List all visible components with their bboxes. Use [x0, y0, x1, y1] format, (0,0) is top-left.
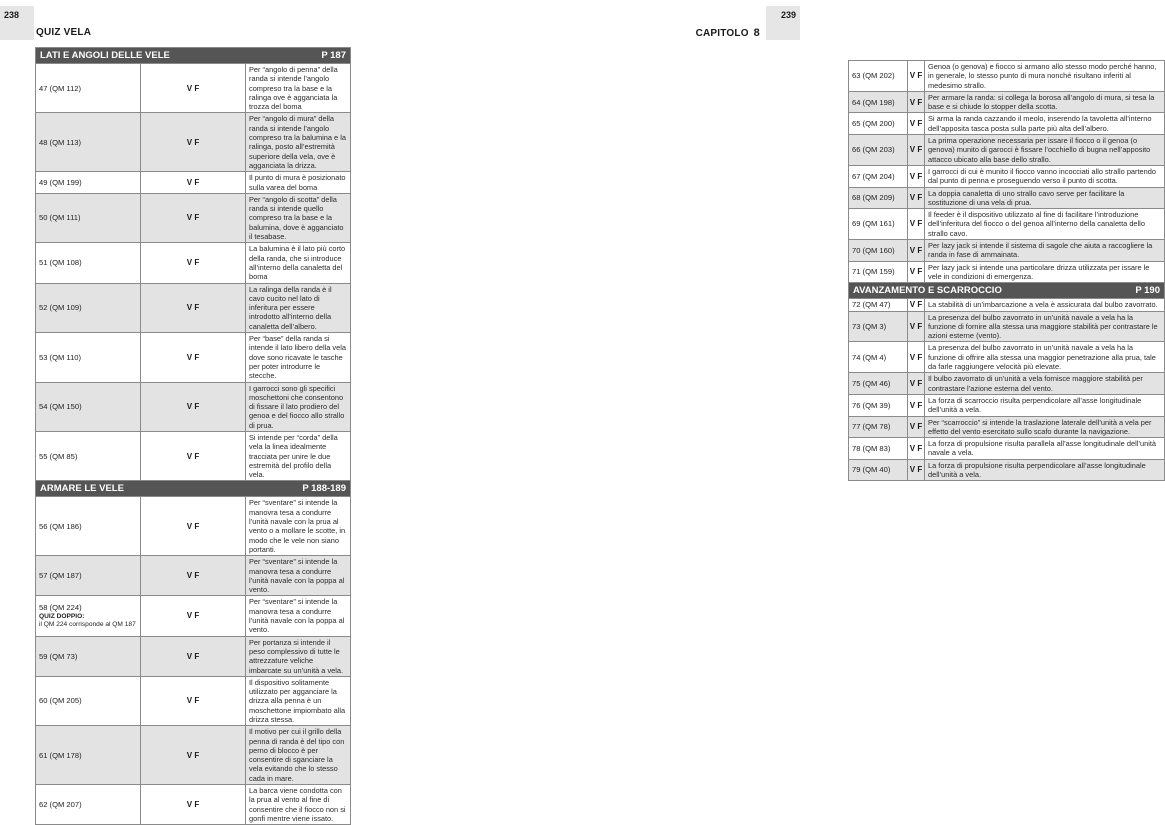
- true-false-marker: V F: [908, 209, 925, 240]
- question-code: [849, 438, 908, 460]
- question-text: Per “angolo di mura” della randa si intende l’angolo compreso tra la balumina e la ralinga, posto all’estremità superiore della vela, ove è agganciata la drizza.: [246, 113, 351, 172]
- table-row: [849, 135, 1165, 166]
- page-number: 239: [766, 6, 800, 40]
- question-code: [36, 193, 141, 242]
- question-code: [36, 636, 141, 676]
- question-number: 57 (QM 187): [39, 571, 82, 581]
- true-false-marker: V F: [908, 61, 925, 92]
- question-text: Genoa (o genova) e fiocco si armano allo stesso modo perché hanno, in generale, lo stesso punto di mura nonché risultano inferiti al medesimo strallo.: [925, 61, 1165, 92]
- question-text: Per portanza si intende il peso complessivo di tutte le attrezzature veliche imbarcate su un’unità a vela.: [246, 636, 351, 676]
- table-row: [36, 172, 351, 194]
- question-code: [36, 243, 141, 283]
- question-text: Per “sventare” si intende la manovra tesa a condurre l’unità navale con la poppa al vento.: [246, 596, 351, 636]
- question-text: I garrocci di cui è munito il fiocco vanno incocciati allo strallo partendo dal punto di penna e proseguendo verso il punto di scotta.: [925, 165, 1165, 187]
- table-row: [849, 240, 1165, 262]
- question-number: 59 (QM 73): [39, 651, 78, 661]
- true-false-marker: V F: [908, 459, 925, 481]
- question-number: 70 (QM 160): [852, 245, 895, 255]
- question-number: 49 (QM 199): [39, 177, 82, 187]
- question-number: 78 (QM 83): [852, 443, 891, 453]
- question-code: [849, 459, 908, 481]
- table-row: [849, 373, 1165, 395]
- question-number: 60 (QM 205): [39, 696, 82, 706]
- table-row: [36, 497, 351, 556]
- section-header: [36, 48, 351, 64]
- section-title: AVANZAMENTO E SCARROCCIO: [853, 285, 1002, 297]
- question-code: [849, 165, 908, 187]
- question-code: [849, 135, 908, 166]
- table-row: [36, 676, 351, 725]
- question-code: [36, 283, 141, 332]
- question-text: La balumina è il lato più corto della randa, che si introduce all’interno della canaletta del boma: [246, 243, 351, 283]
- question-text: Per lazy jack si intende una particolare drizza utilizzata per issare le vele in condizioni di emergenza.: [925, 261, 1165, 283]
- question-text: Per armare la randa: si collega la borosa all’angolo di mura, si tesa la base e si chiude lo stopper della scotta.: [925, 91, 1165, 113]
- true-false-marker: V F: [908, 416, 925, 438]
- question-code: [849, 61, 908, 92]
- true-false-marker: V F: [141, 726, 246, 785]
- question-text: Si arma la randa cazzando il meolo, inserendo la tavoletta all’interno dell’apposita tasca posta sulla parte più alta dell’albero.: [925, 113, 1165, 135]
- question-code: [849, 113, 908, 135]
- question-text: La forza di scarroccio risulta perpendicolare all’asse longitudinale dell’unità a vela.: [925, 394, 1165, 416]
- question-number: 51 (QM 108): [39, 258, 82, 268]
- table-row: [36, 726, 351, 785]
- true-false-marker: V F: [141, 596, 246, 636]
- true-false-marker: V F: [908, 342, 925, 373]
- question-code: [849, 261, 908, 283]
- table-row: [36, 785, 351, 825]
- question-code: [849, 373, 908, 395]
- question-number: 69 (QM 161): [852, 219, 895, 229]
- table-row: [36, 113, 351, 172]
- true-false-marker: V F: [908, 165, 925, 187]
- double-quiz-note: QUIZ DOPPIO:: [39, 612, 85, 620]
- question-text: La presenza del bulbo zavorrato in un’unità navale a vela ha la funzione di fornire alla stessa una maggiore stabilità per contrastare le azioni esterne (vento).: [925, 311, 1165, 342]
- left-page: [0, 0, 400, 823]
- question-text: La doppia canaletta di uno strallo cavo serve per facilitare la sostituzione di una vela di prua.: [925, 187, 1165, 209]
- question-code: [36, 785, 141, 825]
- section-header: [849, 283, 1165, 299]
- question-text: Per “angolo di penna” della randa si intende l’angolo compreso tra la base e la ralinga ove è agganciata la trozza del boma: [246, 64, 351, 113]
- table-row: [36, 243, 351, 283]
- section-header-cell: [36, 48, 351, 64]
- table-row: [849, 459, 1165, 481]
- table-row: [849, 342, 1165, 373]
- true-false-marker: V F: [908, 311, 925, 342]
- table-row: [849, 113, 1165, 135]
- question-number: 48 (QM 113): [39, 137, 82, 147]
- question-text: Il motivo per cui il grillo della penna di randa è del tipo con perno di blocco è per consentire di sganciare la vela evitando che lo stesso cada in mare.: [246, 726, 351, 785]
- section-header-cell: [36, 481, 351, 497]
- question-text: I garrocci sono gli specifici moschettoni che consentono di fissare il lato prodiero del genoa e del fiocco allo strallo di prua.: [246, 382, 351, 431]
- question-text: La barca viene condotta con la prua al vento al fine di consentire che il fiocco non si gonfi mentre viene issato.: [246, 785, 351, 825]
- question-number: 63 (QM 202): [852, 71, 895, 81]
- true-false-marker: V F: [141, 193, 246, 242]
- true-false-marker: V F: [141, 382, 246, 431]
- question-code: [849, 187, 908, 209]
- table-row: [36, 333, 351, 382]
- table-row: [849, 61, 1165, 92]
- question-number: 52 (QM 109): [39, 303, 82, 313]
- true-false-marker: V F: [908, 240, 925, 262]
- question-text: Per lazy jack si intende il sistema di sagole che aiuta a raccogliere la randa in fase di ammainata.: [925, 240, 1165, 262]
- question-code: [849, 394, 908, 416]
- question-number: 67 (QM 204): [852, 171, 895, 181]
- question-number: 56 (QM 186): [39, 521, 82, 531]
- table-row: [36, 193, 351, 242]
- right-page-header: [400, 0, 800, 40]
- true-false-marker: V F: [141, 64, 246, 113]
- section-pages: P 188-189: [302, 483, 346, 495]
- true-false-marker: V F: [141, 785, 246, 825]
- true-false-marker: V F: [141, 556, 246, 596]
- question-number: 76 (QM 39): [852, 400, 891, 410]
- table-row: [36, 431, 351, 480]
- question-text: Il bulbo zavorrato di un’unità a vela fornisce maggiore stabilità per contrastare l’azione esterna del vento.: [925, 373, 1165, 395]
- question-text: Il feeder è il dispositivo utilizzato al fine di facilitare l’introduzione dell’inferitura del fiocco o del genoa all’interno della canaletta dello strallo cavo.: [925, 209, 1165, 240]
- true-false-marker: V F: [908, 113, 925, 135]
- table-row: [849, 209, 1165, 240]
- true-false-marker: V F: [908, 394, 925, 416]
- true-false-marker: V F: [908, 299, 925, 311]
- quiz-table-left: [35, 47, 351, 825]
- section-title: LATI E ANGOLI DELLE VELE: [40, 49, 170, 61]
- question-code: [849, 416, 908, 438]
- question-number: 79 (QM 40): [852, 465, 891, 475]
- true-false-marker: V F: [141, 333, 246, 382]
- table-row: [849, 187, 1165, 209]
- question-code: [36, 382, 141, 431]
- question-code: [36, 172, 141, 194]
- true-false-marker: V F: [141, 283, 246, 332]
- left-page-header: [0, 0, 400, 40]
- question-number: 54 (QM 150): [39, 402, 82, 412]
- question-code: [36, 431, 141, 480]
- question-number: 68 (QM 209): [852, 193, 895, 203]
- question-text: Per “sventare” si intende la manovra tesa a condurre l’unità navale con la prua al vento o a mollare le scotte, in modo che le vele non siano portanti.: [246, 497, 351, 556]
- question-text: Il dispositivo solitamente utilizzato per agganciare la drizza alla penna è un moschettone impiombato alla drizza stessa.: [246, 676, 351, 725]
- question-code: [36, 596, 141, 636]
- table-row: [36, 636, 351, 676]
- table-row: [849, 438, 1165, 460]
- section-header-cell: [849, 283, 1165, 299]
- table-row: [849, 311, 1165, 342]
- question-text: Il punto di mura è posizionato sulla varea del boma: [246, 172, 351, 194]
- table-row: [36, 596, 351, 636]
- table-row: [36, 556, 351, 596]
- table-row: [849, 261, 1165, 283]
- chapter-label: CAPITOLO: [695, 28, 749, 39]
- table-row: [849, 165, 1165, 187]
- running-title: [696, 27, 760, 39]
- question-code: [849, 91, 908, 113]
- question-number: 66 (QM 203): [852, 145, 895, 155]
- section-header: [36, 481, 351, 497]
- question-code: [36, 113, 141, 172]
- true-false-marker: V F: [908, 438, 925, 460]
- table-row: [36, 283, 351, 332]
- question-text: La forza di propulsione risulta perpendicolare all’asse longitudinale dell’unità a vela.: [925, 459, 1165, 481]
- question-number: 71 (QM 159): [852, 267, 895, 277]
- page-number: 238: [0, 6, 34, 40]
- question-number: 61 (QM 178): [39, 750, 82, 760]
- question-number: 74 (QM 4): [852, 352, 887, 362]
- question-number: 73 (QM 3): [852, 321, 887, 331]
- question-number: 65 (QM 200): [852, 119, 895, 129]
- question-code: [849, 342, 908, 373]
- question-code: [36, 333, 141, 382]
- question-number: 55 (QM 85): [39, 451, 78, 461]
- running-title: QUIZ VELA: [36, 27, 92, 38]
- question-text: La stabilità di un’imbarcazione a vela è assicurata dal bulbo zavorrato.: [925, 299, 1165, 311]
- question-code: [849, 209, 908, 240]
- question-code: [849, 240, 908, 262]
- true-false-marker: V F: [908, 91, 925, 113]
- chapter-number: 8: [753, 27, 760, 39]
- question-code: [36, 497, 141, 556]
- question-text: Per “scarroccio” si intende la traslazione laterale dell’unità a vela per effetto del vento esercitato sullo scafo durante la navigazione.: [925, 416, 1165, 438]
- question-number: 58 (QM 224): [39, 603, 82, 613]
- true-false-marker: V F: [908, 135, 925, 166]
- question-code: [36, 726, 141, 785]
- table-row: [849, 394, 1165, 416]
- question-text: La forza di propulsione risulta parallela all’asse longitudinale dell’unità navale a vela.: [925, 438, 1165, 460]
- question-code: [849, 311, 908, 342]
- table-row: [849, 91, 1165, 113]
- double-quiz-detail: il QM 224 corrisponde al QM 187: [39, 620, 136, 628]
- question-number: 50 (QM 111): [39, 213, 81, 223]
- true-false-marker: V F: [908, 187, 925, 209]
- true-false-marker: V F: [141, 497, 246, 556]
- question-text: Per “sventare” si intende la manovra tesa a condurre l’unità navale con la poppa al vento.: [246, 556, 351, 596]
- table-row: [849, 416, 1165, 438]
- question-code: [36, 556, 141, 596]
- question-number: 53 (QM 110): [39, 352, 82, 362]
- section-pages: P 187: [321, 49, 346, 61]
- question-code: [36, 64, 141, 113]
- section-pages: P 190: [1135, 285, 1160, 297]
- question-text: Per “base” della randa si intende il lato libero della vela dove sono ricavate le tasche per poter introdurre le stecche.: [246, 333, 351, 382]
- true-false-marker: V F: [141, 431, 246, 480]
- true-false-marker: V F: [141, 243, 246, 283]
- question-text: La ralinga della randa è il cavo cucito nel lato di inferitura per essere introdotto all’interno della canaletta dell’albero.: [246, 283, 351, 332]
- true-false-marker: V F: [141, 113, 246, 172]
- true-false-marker: V F: [141, 636, 246, 676]
- question-number: 62 (QM 207): [39, 800, 82, 810]
- question-text: Si intende per “corda” della vela la linea idealmente tracciata per unire le due estremità del profilo della vela.: [246, 431, 351, 480]
- question-code: [849, 299, 908, 311]
- question-code: [36, 676, 141, 725]
- question-number: 64 (QM 198): [852, 97, 895, 107]
- true-false-marker: V F: [141, 172, 246, 194]
- question-number: 47 (QM 112): [39, 83, 82, 93]
- right-page: [400, 0, 1160, 582]
- question-text: La presenza del bulbo zavorrato in un’unità navale a vela ha la funzione di offrire alla stessa una maggior penetrazione alla prua, tale da farle raggiungere velocità più elevate.: [925, 342, 1165, 373]
- true-false-marker: V F: [908, 261, 925, 283]
- question-number: 72 (QM 47): [852, 300, 891, 310]
- table-row: [36, 64, 351, 113]
- true-false-marker: V F: [141, 676, 246, 725]
- question-number: 77 (QM 78): [852, 422, 891, 432]
- table-row: [36, 382, 351, 431]
- table-row: [849, 299, 1165, 311]
- section-title: ARMARE LE VELE: [40, 483, 124, 495]
- question-text: Per “angolo di scotta” della randa si intende quello compreso tra la base e la balumina, dove è agganciato il tesabase.: [246, 193, 351, 242]
- quiz-table-right: [848, 60, 1165, 481]
- question-number: 75 (QM 46): [852, 378, 891, 388]
- true-false-marker: V F: [908, 373, 925, 395]
- question-text: La prima operazione necessaria per issare il fiocco o il genoa (o genova) munito di garocci è fissare l’occhiello di bugna nell’apposito attacco ubicato alla base dello strallo.: [925, 135, 1165, 166]
